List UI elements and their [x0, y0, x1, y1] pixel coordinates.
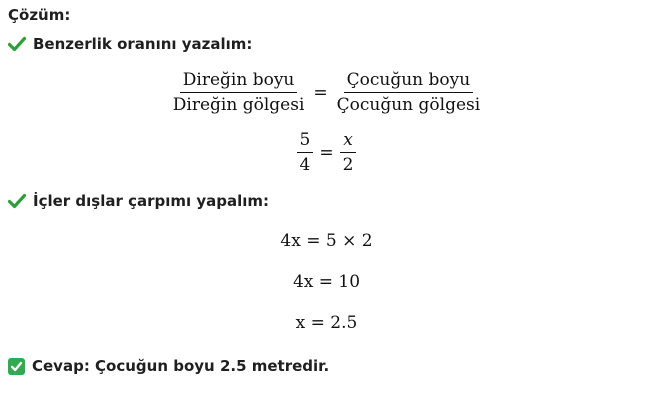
check-box-icon: [8, 358, 25, 375]
equals-sign: =: [313, 82, 328, 103]
fraction-child: [334, 70, 484, 115]
equation-line: 4x = 10: [292, 272, 361, 292]
equation-line: x = 2.5: [295, 313, 358, 333]
equation-line: 4x = 5 × 2: [280, 231, 373, 251]
answer-line: [8, 357, 329, 375]
check-mark-icon: [8, 35, 26, 53]
step-label: Benzerlik oranını yazalım:: [33, 35, 253, 53]
check-mark-icon: [8, 192, 26, 210]
step-label: İçler dışlar çarpımı yapalım:: [33, 192, 270, 210]
fraction-pole: [170, 70, 308, 115]
solution-heading: Çözüm:: [8, 6, 71, 24]
fraction-numerator: Direğin boyu: [180, 70, 298, 93]
step-cross-multiply: [8, 192, 269, 210]
fraction-numerator: x: [340, 130, 356, 153]
fraction-numerator: 5: [297, 130, 314, 153]
step-benzerlik: [8, 35, 252, 53]
fraction-denominator: 2: [342, 155, 354, 175]
proportion-equation: [0, 130, 653, 175]
fraction-denominator: 4: [299, 155, 311, 175]
fraction-denominator: Çocuğun gölgesi: [336, 95, 481, 115]
fraction-right: [340, 130, 357, 175]
fraction-denominator: Direğin gölgesi: [172, 95, 305, 115]
fraction-numerator: Çocuğun boyu: [344, 70, 474, 93]
fraction-left: [297, 130, 314, 175]
equals-sign: =: [319, 142, 334, 163]
ratio-equation: [0, 70, 653, 115]
answer-text: Cevap: Çocuğun boyu 2.5 metredir.: [32, 357, 330, 375]
